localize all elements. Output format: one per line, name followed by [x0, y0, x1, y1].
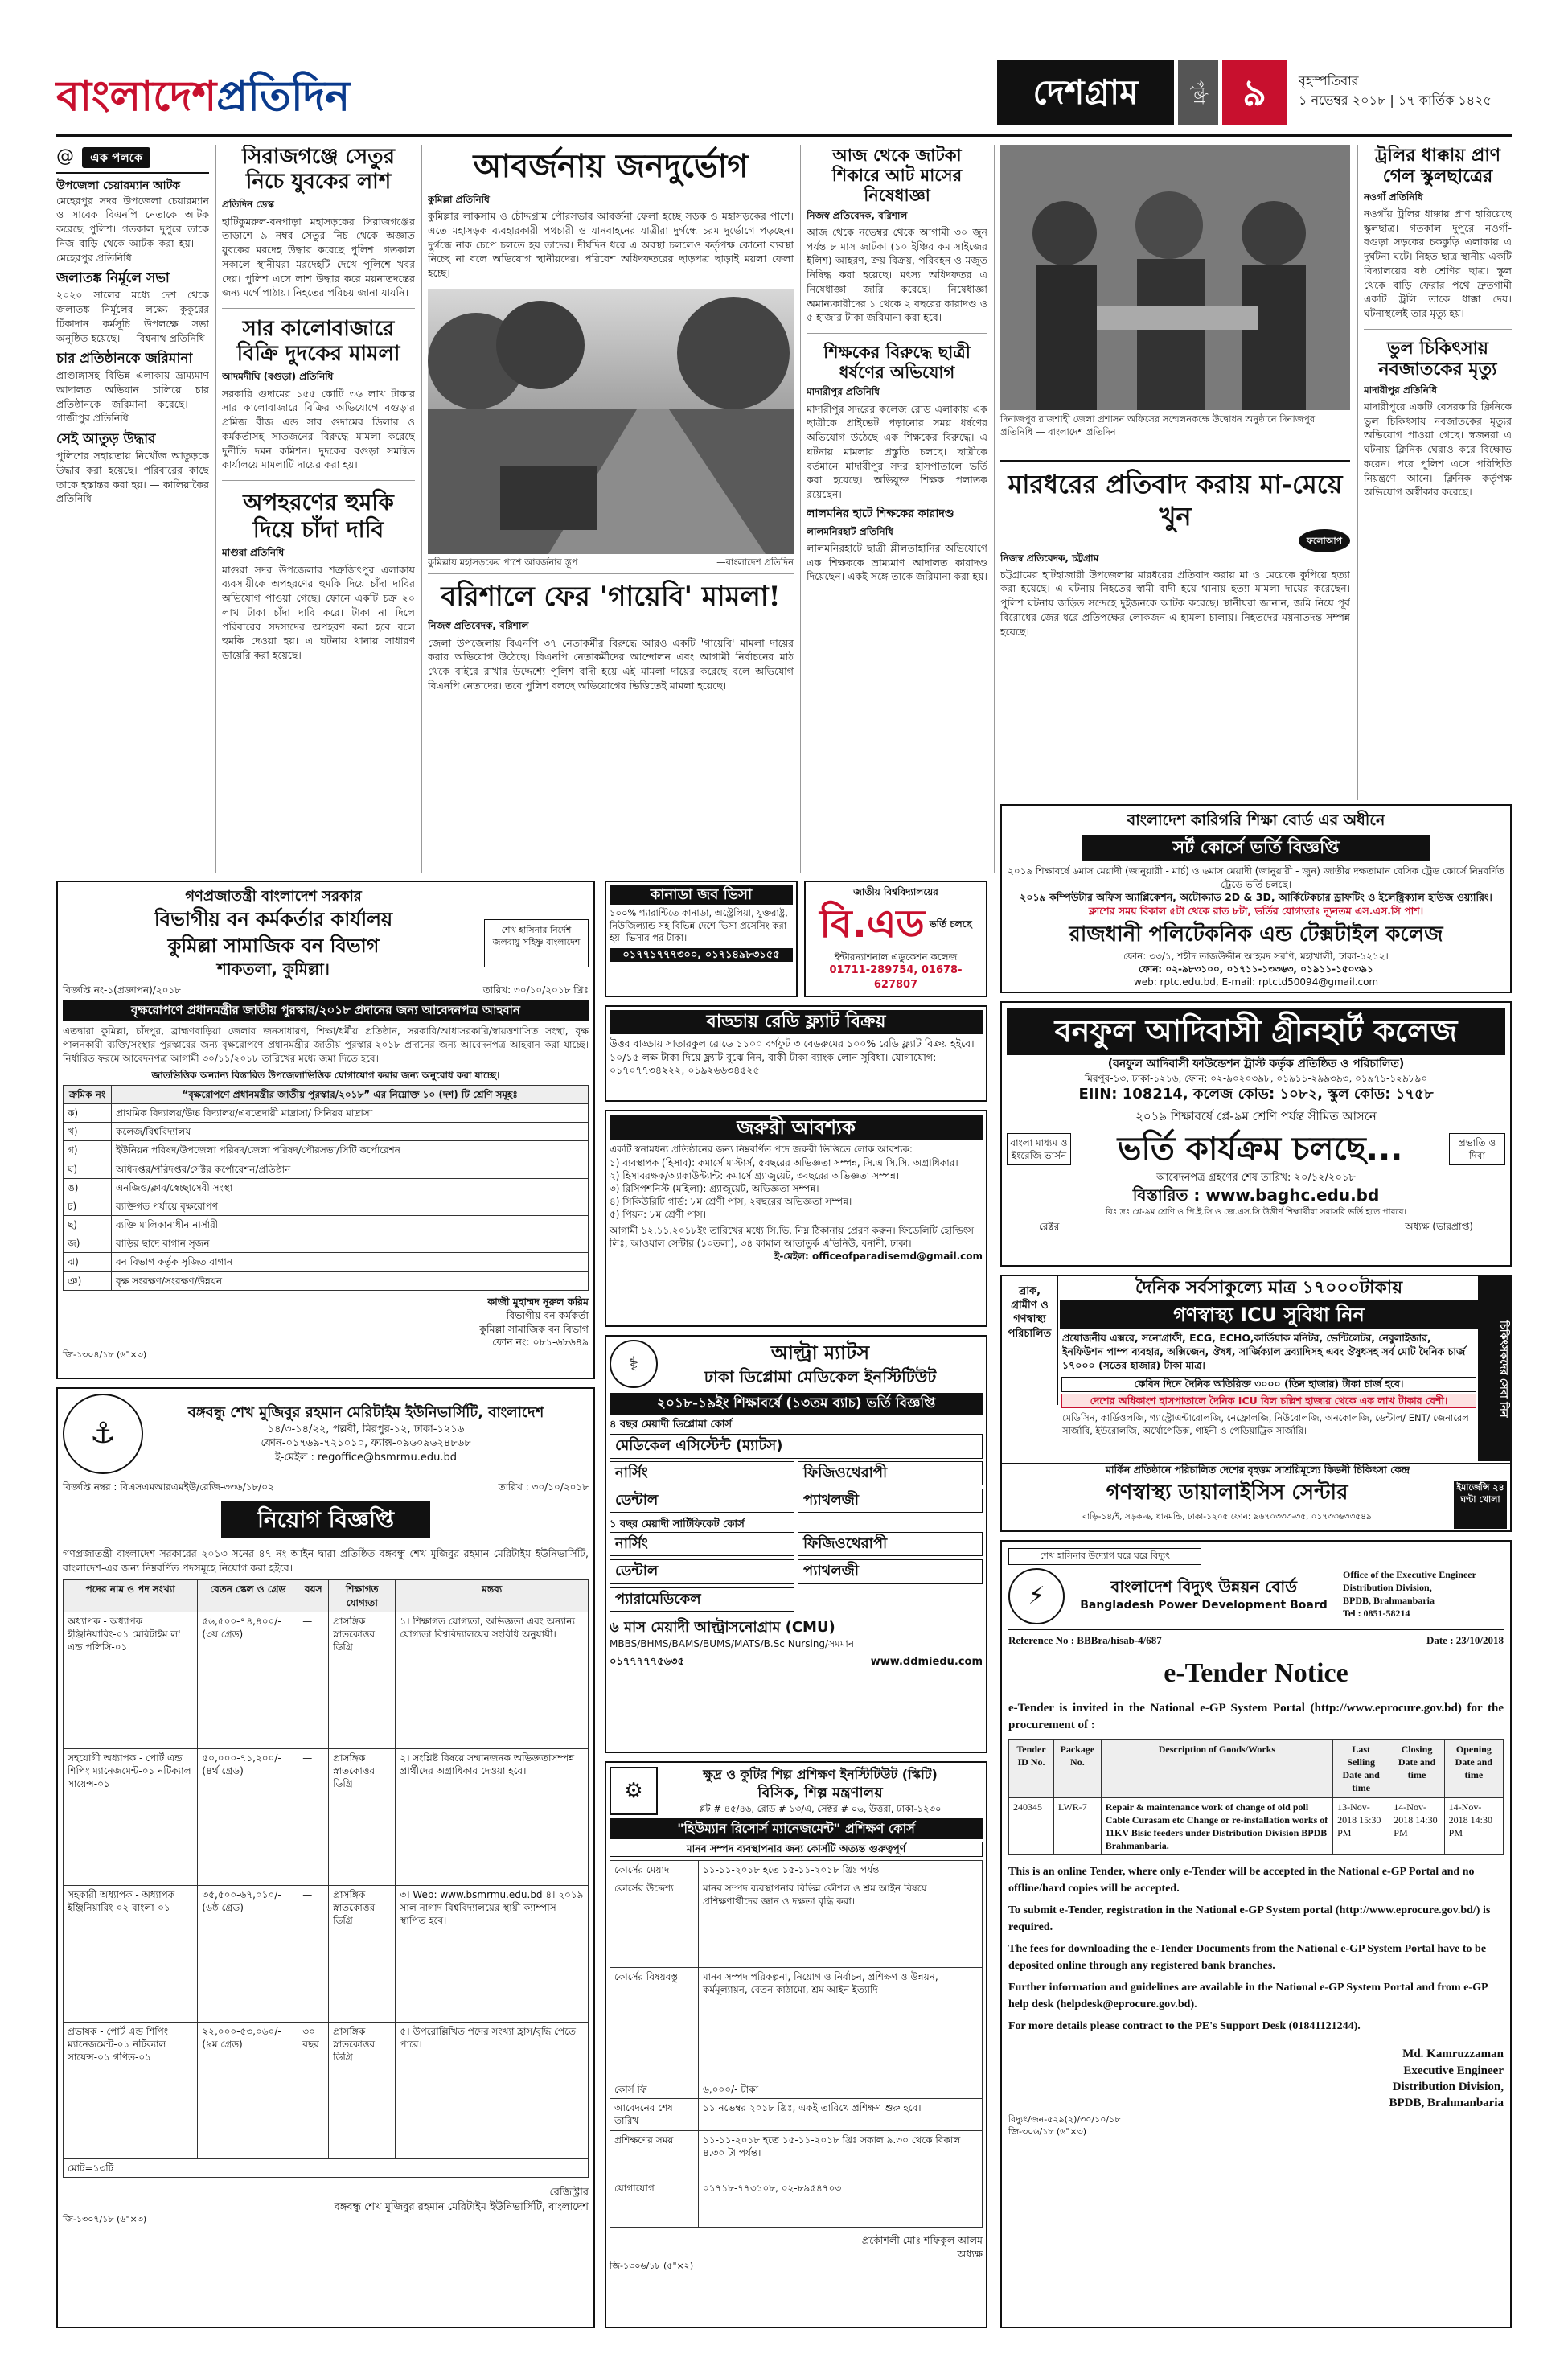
brief-title: সেই আতুড় উদ্ধার [56, 431, 156, 448]
cmu-course: ৬ মাস মেয়াদী আল্ট্রাসনোগ্রাম (CMU) [610, 1618, 835, 1636]
dialysis-note: মার্কিন প্রতিষ্ঠানে পরিচালিত দেশের বৃহত্তম সাশ্রয়িমূল্যে কিডনী চিকিৎসা কেন্দ্র [1002, 1463, 1512, 1477]
dateline [1299, 72, 1492, 110]
table-row: কোর্সের উদ্দেশ্য মানব সম্পদ ব্যবস্থাপনার বিভিন্ন কৌশল ও শ্রম আইন বিষয়ে প্রশিক্ষণার্থীদের জ্ঞান ও দক্ষতা বৃদ্ধি করা। [610, 1879, 983, 1968]
story-byline: নওগাঁ প্রতিনিধি [1364, 191, 1423, 203]
table-header: শিক্ষাগত যোগ্যতা [329, 1580, 396, 1612]
brief-item[interactable] [56, 269, 209, 345]
brief-text: ২০২০ সালের মধ্যে দেশ থেকে জলাতঙ্ক নির্মূলের লক্ষ্যে কুকুরের টিকাদান কর্মসূচি উপলক্ষে সভা অনুষ্ঠিত হয়েছে। — বিশ্বনাথ প্রতিনিধি [56, 289, 209, 344]
emergency-badge: ইমার্জেন্সি ২৪ ঘণ্টা খোলা [1454, 1481, 1507, 1529]
followup-badge: ফলোআপ [1299, 529, 1350, 552]
course-item: ফিজিওথেরাপী [798, 1461, 983, 1485]
story-body: জেলা উপজেলায় বিএনপি ৩৭ নেতাকর্মীর বিরুদ্ধে আরও একটি 'গায়েবি' মামলা দায়ের করার অভিযোগ উঠেছে। বিএনপি নেতাকর্মীদের আন্দোলন এবং আগামী নির্বাচনের মাঠ থেকে বাইরে রাখার উদ্দেশ্যে পুলিশ বাদী হয়ে এই মামলা দায়ের করেছে বলে অভিযোগ বিএনপি নেতাদের। তবে পুলিশ বলছে অভিযোগের ভিত্তিতেই মামলা হয়েছে। [428, 636, 794, 692]
story-headline: আবর্জনায় জনদুর্ভোগ [473, 147, 749, 185]
reference-number: Reference No : BBBra/hisab-4/687 [1008, 1633, 1162, 1646]
ad-address: মিরপুর-১৩, ঢাকা-১২১৬, ফোন: ০২-৯০২০৩৯৮, ০১৯১১-২৯৯৩৯৩, ০১৯৭১-১২৯৮৯০ [1084, 1073, 1428, 1085]
story-body: আজ থেকে নভেম্বর থেকে আগামী ৩০ জুন পর্যন্ত ৮ মাস জাটকা (১০ ইঞ্চির কম সাইজের ইলিশ) আহরণ, ক্রয়-বিক্রয়, পরিবহন ও মজুত নিষিদ্ধ করা হয়েছে। মৎস্য অধিদফতর এ নিষেধাজ্ঞা জারি করেছে। নিষেধাজ্ঞা অমান্যকারীদের ১ থেকে ২ বছরের কারাদণ্ড ও ৫ হাজার টাকা জরিমানা করা হবে। [807, 225, 987, 324]
ad-side: ভর্তি চলছে [929, 918, 972, 930]
story-body: কুমিল্লার লাকসাম ও চৌদ্দগ্রাম পৌরসভার আবর্জনা ফেলা হচ্ছে সড়ক ও মহাসড়কের পাশে। এতে মহাসড়ক ব্যবহারকারী পথচারী ও যানবাহনের যাত্রীরা দুর্গন্ধে চরম দুর্ভোগে পড়ছেন। দুর্গন্ধে নাক চেপে চলতে হয় তাদের। দীর্ঘদিন ধরে এ অবস্থা চললেও কর্তৃপক্ষ কোনো ব্যবস্থা নিচ্ছে না বলে অভিযোগ স্থানীয়দের। পরিবেশ অধিদফতরের ছাড়পত্র ছাড়াই ময়লা ফেলা হচ্ছে। [428, 210, 794, 280]
story-byline: নিজস্ব প্রতিবেদক, বরিশাল [807, 209, 908, 221]
course-info-table [610, 1860, 983, 2228]
ad-subband: মানব সম্পদ ব্যবস্থাপনার জন্য কোর্সটি অত্যন্ত গুরুত্বপূর্ণ [610, 1842, 983, 1857]
location-title: শাকতলা, কুমিল্লা। [217, 959, 330, 980]
memo-number: বিজ্ঞপ্তি নম্বর : বিএসএমআরএমইউ/রেজি-৩৩৬/১৮/০২ [63, 1481, 274, 1493]
table-header: বেতন স্কেল ও গ্রেড [198, 1580, 298, 1612]
table-header: Package No. [1054, 1739, 1102, 1797]
ad-karigori[interactable] [1000, 804, 1512, 993]
dialysis-title: গণস্বাস্থ্য ডায়ালাইসিস সেন্টার [1106, 1481, 1348, 1505]
course-item: প্যাথলজী [798, 1559, 983, 1583]
dialysis-address: বাড়ি-১৪/ই, সড়ক-৬, ধানমন্ডি, ঢাকা-১২০৫ ফোন: ৯৬৭০৩৩৩-৩৫, ০১৭৩৩৬৩৩৫৪৯ [1082, 1512, 1372, 1522]
office-line: BPDB, Brahmanbaria [1343, 1595, 1435, 1607]
photo-caption: দিনাজপুর রাজশাহী জেলা প্রশাসন অফিসের সম্মেলনকক্ষে উদ্বোধন অনুষ্ঠানে দিনাজপুর প্রতিনিধি [1000, 413, 1316, 437]
photo-credit: —বাংলাদেশ প্রতিদিন [716, 556, 794, 568]
ad-band: "হিউম্যান রিসোর্স ম্যানেজমেন্ট" প্রশিক্ষণ কোর্স [610, 1818, 983, 1839]
story-body: মাগুরা সদর উপজেলার শত্রুজিৎপুর এলাকায় ব্যবসায়ীকে অপহরণের হুমকি দিয়ে চাঁদা দাবির অভিযোগ পাওয়া গেছে। ফোনে একটি চক্র ২০ লাখ টাকা চাঁদা দাবি করে। টাকা না দিলে পরিবারের সদস্যদের অপহরণ করা হবে বলে হুমকি দেওয়া হয়। এ ঘটনায় থানায় সাধারণ ডায়েরি করা হয়েছে। [222, 563, 415, 661]
slogan: শেখ হাসিনার উদ্যোগ ঘরে ঘরে বিদ্যুৎ [1008, 1548, 1201, 1565]
tender-para: This is an online Tender, where only e-Tender will be accepted in the National e-GP Portal and no offline/hard copies will be accepted. [1008, 1866, 1475, 1896]
memo-date: তারিখ: ৩০/১০/২০১৮ খ্রিঃ [482, 984, 589, 996]
table-header: Closing Date and time [1389, 1739, 1444, 1797]
ad-line: ২০১৯ কম্পিউটার অফিস অ্যাপ্লিকেশন, অটোক্যাড 2D & 3D, আর্কিটেকচার ড্রাফটিং ও ইলেক্ট্রিক্যাল হাউজ ওয়্যারিং। [1020, 890, 1492, 903]
table-row: ঙ) এনজিও/ক্লাব/স্বেচ্ছাসেবী সংস্থা [64, 1178, 589, 1197]
story-subbody: লালমনিরহাটে ছাত্রী শ্লীলতাহানির অভিযোগে এক শিক্ষককে ভ্রাম্যমাণ আদালত কারাদণ্ড দিয়েছেন। একই সঙ্গে তাকে জরিমানা করা হয়। [807, 541, 987, 583]
table-row: ক) প্রাথমিক বিদ্যালয়/উচ্চ বিদ্যালয়/এবতেদায়ী মাদ্রাসা/ সিনিয়র মাদ্রাসা [64, 1103, 589, 1122]
course-item: ফিজিওথেরাপী [798, 1532, 983, 1556]
sign-principal: অধ্যক্ষ (ভারপ্রাপ্ত) [1405, 1220, 1473, 1232]
photo-caption: কুমিল্লায় মহাসড়কের পাশে আবর্জনার স্তূপ [428, 556, 578, 568]
date-label: ১ নভেম্বর ২০১৮ | ১৭ কার্তিক ১৪২৫ [1299, 92, 1492, 108]
course-item: প্যারামেডিকেল [610, 1587, 794, 1612]
story-headline: মারধরের প্রতিবাদ করায় মা-মেয়ে খুন [1000, 460, 1350, 532]
brief-item[interactable] [56, 350, 209, 425]
signatory-office: Distribution Division, [1392, 2080, 1504, 2093]
ad-bed[interactable] [804, 881, 987, 997]
bpdb-logo-icon: ⚡ [1008, 1568, 1065, 1624]
ad-notice: ২০১৯ শিক্ষাবর্ষে প্লে-৯ম শ্রেণি পর্যন্ত সীমিত আসনে [1135, 1108, 1377, 1123]
page-label: পৃষ্ঠা [1178, 60, 1218, 125]
signatory-name: প্রকৌশলী মোঃ শফিকুল আলম [861, 2233, 983, 2246]
story-headline: সার কালোবাজারে বিক্রি দুদকের মামলা [236, 317, 400, 367]
ad-visa[interactable] [605, 881, 798, 997]
signatory-office: কুমিল্লা সামাজিক বন বিভাগ [479, 1322, 589, 1335]
story-sar[interactable] [222, 317, 415, 472]
icu-band: গণস্বাস্থ্য ICU সুবিধা নিন [1060, 1300, 1478, 1329]
ek-palak-column [56, 145, 209, 873]
list-item: ২) হিসাবরক্ষক/অ্যাকাউন্ট্যান্ট: কমার্সে গ্র্যাজুয়েট, ৩বছরের অভিজ্ঞতা সম্পন্ন। [610, 1169, 900, 1181]
story-byline: আদমদীঘি (বগুড়া) প্রতিনিধি [222, 371, 334, 383]
roadside-garbage-photo[interactable] [428, 289, 794, 554]
ad-email[interactable]: ই-মেইল: officeofparadisemd@gmail.com [774, 1250, 983, 1262]
table-row: কোর্স ফি ৬,০০০/- টাকা [610, 2080, 983, 2099]
table-header: Tender ID No. [1009, 1739, 1054, 1797]
university-logo-icon: ⚓ [63, 1394, 143, 1474]
table-row: আবেদনের শেষ তারিখ ১১ নভেম্বর ২০১৮ খ্রিঃ, একই তারিখে প্রশিক্ষণ শুরু হবে। [610, 2099, 983, 2130]
ad-title: বাড্ডায় রেডি ফ্ল্যাট বিক্রয় [610, 1010, 983, 1034]
story-subhead: লালমনির হাটে শিক্ষকের কারাদণ্ড [807, 507, 954, 520]
tender-table [1008, 1739, 1504, 1856]
icu-text: প্রয়োজনীয় এক্সরে, সনোগ্রাফী, ECG, ECHO,কার্ডিয়াক মনিটর, ভেন্টিলেটর, নেবুলাইজার, ইনফিউশন পাম্প ব্যবহার, অক্সিজেন, ঔষধ, সার্জিক্যাল দ্রব্যাদিসহ এবং ঔষুধসহ সর্ব মোট দৈনিক চার্জ ১৭০০০ (সতের হাজার) টাকা মাত্র। [1062, 1332, 1466, 1371]
story-byline: মাদারীপুর প্রতিনিধি [1364, 384, 1438, 396]
office-line: Tel : 0851-58214 [1343, 1608, 1410, 1620]
course-group-title: ১ বছর মেয়াদী সার্টিফিকেট কোর্স [610, 1518, 745, 1531]
story-body: মাদারীপুরে একটি বেসরকারি ক্লিনিকে ভুল চিকিৎসায় নবজাতকের মৃত্যুর অভিযোগ পাওয়া গেছে। স্বজনরা এ ঘটনায় ক্লিনিক ঘেরাও করে বিক্ষোভ করেন। পরে পুলিশ এসে পরিস্থিতি নিয়ন্ত্রণে আনে। ক্লিনিক কর্তৃপক্ষ অভিযোগ অস্বীকার করেছে। [1364, 400, 1512, 499]
office-title: বিভাগীয় বন কর্মকর্তার কার্যালয় [154, 908, 393, 931]
org-name-bn: বাংলাদেশ বিদ্যুৎ উন্নয়ন বোর্ড [1110, 1576, 1297, 1596]
table-header: Description of Goods/Works [1101, 1739, 1332, 1797]
photo-illustration [1000, 145, 1350, 410]
ad-note: জাতভিত্তিক অন্যান্য বিস্তারিত উপজেলাভিত্তিক যোগাযোগ করার জন্য অনুরোধ করা যাচ্ছে। [151, 1069, 500, 1081]
ad-body: ইন্টারন্যাশনাল এডুকেশন কলেজ [834, 951, 958, 963]
ad-phone: 01711-289754, 01678-627807 [829, 964, 963, 991]
ad-eiin: EIIN: 108214, কলেজ কোড: ১০৮২, স্কুল কোড: ১৭৫৮ [1078, 1086, 1434, 1103]
ad-note: বিঃ দ্রঃ প্লে-৯ম শ্রেণি ও পি.ই.সি ও জে.এস.সি উত্তীর্ণ শিক্ষার্থীরা সরাসরি ভর্তি হতে পারবে। [1105, 1207, 1407, 1218]
tender-intro: e-Tender is invited in the National e-GP System Portal (http://www.eprocure.gov.bd) for the procurement of : [1008, 1702, 1504, 1731]
table-row: চ) ব্যক্তিগত পর্যায়ে বৃক্ষরোপণ [64, 1197, 589, 1215]
photo-illustration [428, 289, 794, 554]
gd-number: বিদ্যুৎ/জন-৫২৯(২)/৩০/১০/১৮ [1008, 2114, 1121, 2126]
ad-matts[interactable] [605, 1335, 987, 1753]
brief-title: উপজেলা চেয়ারম্যান আটক [56, 179, 181, 192]
university-address: ১৪/৩-১৪/২২, পল্লবী, মিরপুর-১২, ঢাকা-১২১৬ [267, 1423, 465, 1435]
event-photo[interactable] [1000, 145, 1350, 410]
table-row: ঘ) অধিদপ্তর/পরিদপ্তর/সেক্টর কর্পোরেশন/প্রতিষ্ঠান [64, 1160, 589, 1178]
ad-flat[interactable] [605, 1005, 987, 1102]
list-item: ৪) সিকিউরিটি গার্ড: ৮ম শ্রেণী পাস, ২বছরের অভিজ্ঞতা সম্পন্ন। [610, 1196, 852, 1208]
story-byline: নিজস্ব প্রতিবেদক, বরিশাল [428, 620, 529, 632]
table-header: “বৃক্ষরোপণে প্রধানমন্ত্রীর জাতীয় পুরস্কার/২০১৮” এর নিম্নোক্ত ১০ (দশ) টি শ্রেণি সমূহঃ [112, 1085, 589, 1103]
admission-ongoing: ভর্তি কার্যক্রম চলছে... [1117, 1130, 1403, 1168]
ad-bsmrmu[interactable] [56, 1387, 595, 2328]
ad-web[interactable]: বিস্তারিত : www.baghc.edu.bd [1132, 1185, 1380, 1205]
sign-rector: রেক্টর [1039, 1220, 1060, 1232]
ad-footer: আগামী ১২.১১.২০১৮ইং তারিখের মধ্যে সি.ভি. নিম্ন ঠিকানায় প্রেরণ করুন। ফিডেলিটি হোল্ডিংস লিঃ, আওয়াল সেন্টার (১০তলা), ৩৪ কামাল আতাতুর্ক এভিনিউ, বনানী, ঢাকা। [610, 1224, 974, 1249]
story-headline: সিরাজগঞ্জে সেতুর নিচে যুবকের লাশ [241, 145, 395, 195]
table-row: ঞ) বৃক্ষ সংরক্ষণ/সংরক্ষণ/উন্নয়ন [64, 1271, 589, 1290]
story-headline: আজ থেকে জাটকা শিকারে আট মাসের নিষেধাজ্ঞা [831, 145, 963, 206]
table-row: ছ) ব্যক্তি মালিকানাধীন নার্সারী [64, 1216, 589, 1234]
icu-top: দৈনিক সর্বসাকুল্যে মাত্র ১৭০০০টাকায় [1135, 1278, 1403, 1298]
table-row: মোট=১৩টি [64, 2158, 589, 2177]
table-row: প্রশিক্ষণের সময় ১১-১১-২০১৮ হতে ১৫-১১-২০১৮ খ্রিঃ সকাল ৯.৩০ থেকে বিকাল ৪.৩০ টা পর্যন্ত। [610, 2130, 983, 2179]
college-name: রাজধানী পলিটেকনিক এন্ড টেক্সটাইল কলেজ [1069, 922, 1443, 947]
brief-title: জলাতঙ্ক নির্মূলে সভা [56, 270, 170, 287]
column-3 [428, 145, 794, 873]
icu-compare: দেশের অধিকাংশ হাসপাতালে দৈনিক ICU বিল চল্লিশ হাজার থেকে এক লাখ টাকার বেশী। [1061, 1394, 1476, 1409]
course-item: প্যাথলজী [798, 1489, 983, 1513]
list-item: ১) ব্যবস্থাপক (হিসাব): কমার্সে মাস্টার্স, ৫বছরের অভিজ্ঞতা সম্পন্ন, সি.এ সি.সি. অগ্রাধিকার। [610, 1156, 958, 1169]
ad-title: ক্ষুদ্র ও কুটির শিল্প প্রশিক্ষণ ইনস্টিটিউট (স্কিটি) [703, 1767, 938, 1782]
logo-part-b: প্রতিদিন [216, 72, 351, 121]
table-row: জ) বাড়ির ছাদে বাগান সৃজন [64, 1234, 589, 1253]
memo-number: বিজ্ঞপ্তি নং-১(প্রজ্ঞাপন)/২০১৮ [63, 984, 181, 996]
ad-band: বৃক্ষরোপণে প্রধানমন্ত্রীর জাতীয় পুরস্কার/২০১৮ প্রদানের জন্য আবেদনপত্র আহবান [63, 1000, 589, 1021]
ad-band: নিয়োগ বিজ্ঞপ্তি [221, 1501, 430, 1538]
story-body: মাদারীপুর সদরের কলেজ রোড এলাকায় এক ছাত্রীকে প্রাইভেট পড়ানোর সময় ধর্ষণের অভিযোগ উঠেছে এক শিক্ষকের বিরুদ্ধে। এ ঘটনায় মামলার প্রস্তুতি চলছে। ছাত্রীকে বর্তমানে মাদারীপুর সদর হাসপাতালে ভর্তি করা হয়েছে। অভিযুক্ত শিক্ষক পলাতক রয়েছেন। [807, 402, 987, 501]
day-label: বৃহস্পতিবার [1299, 73, 1359, 88]
brief-text: প্রাণ্ডাঙ্গাসহ বিভিন্ন এলাকায় ভ্রাম্যমাণ আদালত অভিযান চালিয়ে চার প্রতিষ্ঠানকে জরিমানা করেছে। — গাজীপুর প্রতিনিধি [56, 369, 209, 425]
icu-side-right: চিকিৎসকদের সেবা নিন [1478, 1276, 1510, 1461]
signatory-title: রেজিস্ট্রার [549, 2187, 589, 2199]
university-name: বঙ্গবন্ধু শেখ মুজিবুর রহমান মেরিটাইম ইউনিভার্সিটি, বাংলাদেশ [187, 1403, 544, 1421]
story-marodhor[interactable] [1000, 460, 1350, 798]
ad-body: ১০০% গ্যারান্টিতে কানাডা, অস্ট্রেলিয়া, যুক্তরাষ্ট্র, নিউজিল্যান্ড সহ বিভিন্ন দেশে ভিসা প্রসেসিং করা হয়। ভিসার পর টাকা। [610, 907, 788, 944]
ad-body: একটি স্বনামধন্য প্রতিষ্ঠানের জন্য নিম্নবর্ণিত পদে জরুরী ভিত্তিতে লোক আবশ্যক: [610, 1144, 913, 1156]
course-item: নার্সিং [610, 1461, 794, 1485]
gd-number: জি-১৩০৬/১৮ (৫"×২) [610, 2261, 694, 2272]
course-group-title: ৪ বছর মেয়াদী ডিপ্লোমা কোর্স [610, 1418, 733, 1431]
memo-date: তারিখ : ৩০/১০/২০১৮ [498, 1481, 589, 1493]
list-item: ৩) রিসিপশনিস্ট (মহিলা): গ্র্যাজুয়েট, অভিজ্ঞতা সম্পন্ন। [610, 1182, 819, 1194]
tender-title: e-Tender Notice [1164, 1658, 1348, 1689]
ad-top: জাতীয় বিশ্ববিদ্যালয়ের [853, 886, 938, 897]
tender-para: To submit e-Tender, registration in the National e-GP System portal (http://www.eprocure.gov.bd/) is required. [1008, 1904, 1491, 1934]
ad-title: আল্ট্রা ম্যাটস [770, 1341, 870, 1365]
signatory-title: অধ্যক্ষ [957, 2247, 983, 2260]
brief-text: মেহেরপুর সদর উপজেলা চেয়ারম্যান ও সাবেক বিএনপি নেতাকে আটক করেছে পুলিশ। গতকাল দুপুরে তাকে নিজ বাড়ি থেকে আটক করা হয়। — মেহেরপুর প্রতিনিধি [56, 194, 209, 264]
ad-title: বাংলাদেশ কারিগরি শিক্ষা বোর্ড এর অধীনে [1127, 811, 1385, 829]
story-headline: শিক্ষকের বিরুদ্ধে ছাত্রী ধর্ষণের অভিযোগ [823, 342, 971, 383]
story-vul[interactable] [1364, 338, 1512, 499]
table-row: 240345 LWR-7 Repair & maintenance work of change of old poll Cable Curasam etc Change or re-installation works of 11KV Bisic feeders under Distribution Division BPDB Brahmanbaria. 13-Nov-2018 15:30 PM 14-Nov-2018 14:30 PM 14-Nov-2018 14:30 PM [1009, 1797, 1504, 1855]
ad-body: এতদ্বারা কুমিল্লা, চাঁদপুর, ব্রাহ্মণবাড়িয়া জেলার জনসাধারণ, শিক্ষা/ধর্মীয় প্রতিষ্ঠান, সরকারি/আধাসরকারি/স্বায়ত্তশাসিত সংস্থা, বৃক্ষ পালনকারী ব্যক্তি/সংস্থার পুরস্কারের জন্য বৃক্ষরোপণে প্রধানমন্ত্রীর জাতীয় পুরস্কার-২০১৮ প্রদানের জন্য আবেদনপত্র আহবান করা যাচ্ছে। নির্ধারিত ফরমে আবেদনপত্র আগামী ৩০/১১/২০১৮ তারিখের মধ্যে জমা দিতে হবে। [63, 1025, 589, 1064]
story-body: হাটিকুমরুল-বনপাড়া মহাসড়কের সিরাজগঞ্জের তাড়াশে ৯ নম্বর সেতুর নিচ থেকে অজ্ঞাত যুবকের মরদেহ উদ্ধার করেছে পুলিশ। গতকাল সকালে স্থানীয়রা মরদেহটি দেখে পুলিশে খবর দেয়। পুলিশ এসে লাশ উদ্ধার করে ময়নাতদন্তের জন্য মর্গে পাঠায়। নিহতের পরিচয় জানা যায়নি। [222, 215, 415, 299]
ad-address: প্লট # ৪৫/৪৬, রোড # ১৩/এ, সেক্টর # ০৬, উত্তরা, ঢাকা-১২৩০ [699, 1802, 942, 1814]
signatory-name: কাজী মুহাম্মদ নূরুল করিম [487, 1295, 589, 1308]
story-trolley[interactable] [1364, 145, 1512, 321]
ad-phone: ০১৭৭১৭৭৭৩০০, ০১৭১৪৯৮৩১৫৫ [610, 948, 793, 963]
spiral-icon: @ [56, 146, 74, 166]
ad-band: ২০১৮-১৯ইং শিক্ষাবর্ষে (১৩তম ব্যাচ) ভর্তি বিজ্ঞপ্তি [610, 1393, 983, 1415]
brief-title: চার প্রতিষ্ঠানকে জরিমানা [56, 351, 193, 368]
story-headline: ভুল চিকিৎসায় নবজাতকের মৃত্যু [1378, 337, 1497, 380]
column-4 [807, 145, 987, 873]
section-title: দেশগ্রাম [997, 60, 1174, 125]
column-last [1364, 145, 1512, 800]
story-byline: কুমিল্লা প্রতিনিধি [428, 194, 490, 205]
table-row: প্রভাষক - পোর্ট এন্ড শিপিং ম্যানেজমেন্ট-০১ নটিক্যাল সায়েন্স-০১ গণিত-০১ ২২,০০০-৫৩,০৬০/- (৯ম গ্রেড) ৩০ বছর প্রাসঙ্গিক স্নাতকোত্তর ডিগ্রি ৫। উপরোল্লিখিত পদের সংখ্যা হ্রাস/বৃদ্ধি পেতে পারে। [64, 2022, 589, 2158]
event-photo-caption [1000, 413, 1350, 438]
table-row: কোর্সের মেয়াদ ১১-১১-২০১৮ হতে ১৫-১১-২০১৮ খ্রিঃ পর্যন্ত [610, 1860, 983, 1879]
reference-date: Date : 23/10/2018 [1426, 1633, 1504, 1646]
org-name-en: Bangladesh Power Development Board [1080, 1598, 1328, 1612]
ad-subtitle: বিসিক, শিল্প মন্ত্রণালয় [757, 1784, 883, 1801]
ad-subtitle: (বনফুল আদিবাসী ফাউন্ডেশন ট্রাস্ট কর্তৃক প্রতিষ্ঠিত ও পরিচালিত) [1107, 1058, 1405, 1071]
tender-para: Further information and guidelines are available in the National e-GP System Portal and from e-GP help desk (helpdesk@eprocure.gov.bd). [1008, 1982, 1488, 2011]
university-email[interactable]: ই-মেইল : regoffice@bsmrmu.edu.bd [275, 1451, 457, 1464]
ad-line: ক্লাশের সময় বিকাল ৫টা থেকে রাত ৮টা, ভর্তির যোগ্যতাঃ ন্যূনতম এস.এস.সি পাশ। [1088, 904, 1424, 917]
story-body: নওগাঁয় ট্রলির ধাক্কায় প্রাণ হারিয়েছে স্কুলছাত্র। গতকাল দুপুরে নওগাঁ-বগুড়া সড়কের চককুড়ি এলাকায় এ দুর্ঘটনা ঘটে। নিহত ছাত্র স্থানীয় একটি বিদ্যালয়ের ষষ্ঠ শ্রেণির ছাত্র। স্কুল থেকে বাড়ি ফেরার পথে দ্রুতগামী একটি ট্রলি তাকে ধাক্কা দেয়। ঘটনাস্থলেই তার মৃত্যু হয়। [1364, 207, 1512, 320]
table-header: ক্রমিক নং [64, 1085, 112, 1103]
table-row: অধ্যাপক - অধ্যাপক ইঞ্জিনিয়ারিং-০১ মেরিটাইম ল' এন্ড পলিসি-০১ ৫৬,৫০০-৭৪,৪০০/- (৩য় গ্রেড) — প্রাসঙ্গিক স্নাতকোত্তর ডিগ্রি ১। শিক্ষাগত যোগ্যতা, অভিজ্ঞতা এবং অন্যান্য যোগ্যতা বিশ্ববিদ্যালয়ের সংবিধি অনুযায়ী। [64, 1612, 589, 1748]
ad-phone: ফোন: ০২-৯৮৩১০০, ০১৭১১-১৩৩৬৩, ০১৯১১-১৫০৩৯১ [1139, 963, 1373, 975]
story-byline: নিজস্ব প্রতিবেদক, চট্টগ্রাম [1000, 552, 1099, 564]
story-headline: অপহরণের হুমকি দিয়ে চাঁদা দাবি [243, 489, 394, 543]
govt-title: গণপ্রজাতন্ত্রী বাংলাদেশ সরকার [185, 888, 362, 905]
brief-item[interactable] [56, 430, 209, 506]
ad-body: গণপ্রজাতন্ত্রী বাংলাদেশ সরকারের ২০১৩ সনের ৪৭ নং আইন দ্বারা প্রতিষ্ঠিত বঙ্গবন্ধু শেখ মুজিবুর রহমান মেরিটাইম ইউনিভার্সিটি, বাংলাদেশ-এর জন্য নিম্নবর্ণিত পদসমূহে নিয়োগ করা হইবে। [63, 1546, 589, 1574]
cmu-eligibility: MBBS/BHMS/BAMS/BUMS/MATS/B.Sc Nursing/সমমান [610, 1638, 854, 1650]
medium-tag: বাংলা মাধ্যম ও ইংরেজি ভার্সন [1007, 1133, 1071, 1165]
ad-icu[interactable] [1000, 1275, 1512, 1532]
signatory-title: Executive Engineer [1403, 2064, 1504, 2077]
ad-subtitle: ঢাকা ডিপ্লোমা মেডিকেল ইনস্টিটিউট [704, 1366, 937, 1386]
ad-band: সর্ট কোর্সে ভর্তি বিজ্ঞপ্তি [1082, 835, 1430, 862]
signatory-title: বিভাগীয় বন কর্মকর্তা [506, 1308, 589, 1321]
brief-text: পুলিশের সহায়তায় নিখোঁজ আতুড়কে উদ্ধার করা হয়েছে। পরিবারের কাছে তাকে হস্তান্তর করা হয়। — কালিয়াকৈর প্রতিনিধি [56, 450, 209, 505]
ad-jorori[interactable] [605, 1110, 987, 1327]
gd-number: জি-১৩০৪/১৮ (৬"×৩) [63, 1349, 147, 1361]
story-headline: বরিশালে ফের 'গায়েবি' মামলা! [441, 581, 781, 614]
table-header: বয়স [298, 1580, 329, 1612]
ad-web[interactable]: www.ddmiedu.com [870, 1656, 983, 1669]
table-row: সহকারী অধ্যাপক - অধ্যাপক ইঞ্জিনিয়ারিং-০২ বাংলা-০১ ৩৫,৫০০-৬৭,০১০/- (৬ষ্ঠ গ্রেড) — প্রাসঙ্গিক স্নাতকোত্তর ডিগ্রি ৩। Web: www.bsmrmu.edu.bd ৪। ২০১৯ সাল নাগাদ বিশ্ববিদ্যালয়ের স্থায়ী ক্যাম্পাস স্থাপিত হবে। [64, 1885, 589, 2022]
story-setu[interactable] [222, 145, 415, 300]
photo-credit: — বাংলাদেশ প্রতিদিন [1036, 425, 1116, 437]
column-2 [222, 145, 415, 873]
ad-bonofool[interactable] [1000, 1001, 1512, 1267]
ad-deadline: আবেদনপত্র গ্রহণের শেষ তারিখ: ২০/১২/২০১৮ [1156, 1171, 1356, 1184]
list-item: ৫) পিয়ন: ৮ম শ্রেণী পাস। [610, 1209, 707, 1221]
table-row: কোর্সের বিষয়বস্তু মানব সম্পদ পরিকল্পনা, নিয়োগ ও নির্বাচন, প্রশিক্ষণ ও উন্নয়ন, কর্মমূল্যায়ন, বেতন কাঠামো, শ্রম আইন ইত্যাদি। [610, 1968, 983, 2080]
ad-web[interactable]: web: rptc.edu.bd, E-mail: rptctd50094@gmail.com [1133, 975, 1379, 988]
table-header: Last Selling Date and time [1333, 1739, 1389, 1797]
division-title: কুমিল্লা সামাজিক বন বিভাগ [167, 934, 380, 957]
gd-number: জি-৩০৬/১৮ (৬"×৩) [1008, 2126, 1087, 2138]
table-row: খ) কলেজ/বিশ্ববিদ্যালয় [64, 1123, 589, 1141]
ad-body: উত্তর বাড্ডায় সাতারকুল রোডে ১১০০ বর্গফুট ৩ বেডরুমের ১০০% রেডি ফ্ল্যাট বিক্রয় হইবে। ১০/১৫ লক্ষ টাকা দিয়ে ফ্ল্যাট বুঝে নিন, বাকী টাকা ব্যাংক লোন সুবিধা। যোগাযোগ: ০১৭০৭৭৩৪২২২, ০১৯২৬৬৩৪৫২৫ [610, 1037, 975, 1077]
table-row: ঝ) বন বিভাগ কর্তৃক সৃজিত বাগান [64, 1253, 589, 1271]
story-body: সরকারি গুদামের ১৫৫ কোটি ৩৬ লাখ টাকার সার কালোবাজারে বিক্রির অভিযোগে বগুড়ার প্রমিজ বীজ এন্ড সার গুদামের ডিলার ও কর্মকর্তাসহ সাতজনের বিরুদ্ধে মামলা করেছে দুর্নীতি দমন কমিশন। দুদকের বগুড়া সমন্বিত কার্যালয়ে মামলাটি দায়ের করা হয়। [222, 387, 415, 471]
table-row: গ) ইউনিয়ন পরিষদ/উপজেলা পরিষদ/জেলা পরিষদ/পৌরসভা/সিটি কর্পোরেশন [64, 1141, 589, 1160]
table-header: মন্তব্য [396, 1580, 589, 1612]
story-byline: মাদারীপুর প্রতিনিধি [807, 386, 880, 398]
story-byline: প্রতিদিন ডেস্ক [222, 199, 274, 211]
institute-logo-icon: ⚕ [610, 1340, 658, 1388]
course-item: নার্সিং [610, 1532, 794, 1556]
masthead [56, 60, 1512, 137]
ad-title: জরুরী আবশ্যক [610, 1115, 983, 1140]
logo-part-a: বাংলাদেশ [56, 72, 217, 121]
story-byline: মাগুরা প্রতিনিধি [222, 547, 285, 559]
ad-big: বি.এড [819, 902, 925, 947]
story-body: চট্টগ্রামের হাটহাজারী উপজেলায় মারধরের প্রতিবাদ করায় মা ও মেয়েকে কুপিয়ে হত্যা করা হয়েছে। এ ঘটনায় নিহতের স্বামী বাদী হয়ে থানায় হত্যা মামলা দায়ের করেছেন। পুলিশ ঘটনায় জড়িত সন্দেহে দুইজনকে আটক করেছে। স্থানীয়রা জানান, জমি নিয়ে পূর্ব বিরোধের জের ধরে প্রতিপক্ষের লোকজন এ হামলা চালায়। নিহতদের ময়নাতদন্ত সম্পন্ন হয়েছে। [1000, 568, 1350, 638]
table-row: সহযোগী অধ্যাপক - পোর্ট এন্ড শিপিং ম্যানেজমেন্ট-০১ নটিক্যাল সায়েন্স-০১ ৫০,০০০-৭১,২০০/- (৪র্থ গ্রেড) — প্রাসঙ্গিক স্নাতকোত্তর ডিগ্রি ২। সংশ্লিষ্ট বিষয়ে সম্মানজনক অভিজ্ঞতাসম্পন্ন প্রার্থীদের অগ্রাধিকার দেওয়া হবে। [64, 1748, 589, 1885]
ad-bpdb[interactable] [1000, 1540, 1512, 2328]
story-subbyline: লালমনিরহাট প্রতিনিধি [807, 525, 893, 537]
ad-line: ২০১৯ শিক্ষাবর্ষে ৬মাস মেয়াদী (জানুয়ারী - মার্চ) ও ৬মাস মেয়াদী (জানুয়ারী - জুন) জাতীয় দক্ষতামান বেসিক ট্রেড কোর্সে নিম্নবর্ণিত ট্রেডে ভর্তি চলছে। [1008, 865, 1504, 890]
ad-phone: ০১৭৭৭৭৭৫৬৩৫ [610, 1656, 684, 1669]
award-categories-table [63, 1085, 589, 1291]
tender-para: The fees for downloading the e-Tender Documents from the National e-GP System Portal have to be deposited online through any registered bank branches. [1008, 1943, 1487, 1973]
signatory-office: বঙ্গবন্ধু শেখ মুজিবুর রহমান মেরিটাইম ইউনিভার্সিটি, বাংলাদেশ [334, 2200, 589, 2213]
office-line: Office of the Executive Engineer [1343, 1568, 1476, 1580]
ad-address: ফোন: ৩৩/১, শহীদ তাজউদ্দীন আহমদ সরণি, মহাখালী, ঢাকা-১২১২। [1123, 950, 1389, 962]
university-phone: ফোন-০১৭৬৯-৭২১০১০, ফ্যাক্স-০৯৬০৯৬২৪৮৬৮ [261, 1437, 471, 1450]
course-item: ডেন্টাল [610, 1489, 794, 1513]
bisic-logo-icon: ⚙ [610, 1767, 658, 1815]
tender-para: For more details please contract to the PE's Support Desk (01841121244). [1008, 2020, 1361, 2033]
ek-palak-label: এক পলকে [82, 147, 150, 168]
story-headline: ট্রলির ধাক্কায় প্রাণ গেল স্কুলছাত্রের [1374, 145, 1501, 187]
story-gayebi[interactable] [428, 579, 794, 692]
signatory-office: BPDB, Brahmanbaria [1389, 2097, 1504, 2110]
shift-tag: প্রভাতি ও দিবা [1449, 1133, 1505, 1165]
ad-bisic[interactable] [605, 1761, 987, 2328]
table-header: Opening Date and time [1444, 1739, 1503, 1797]
story-jatka[interactable] [807, 145, 987, 325]
newspaper-logo[interactable] [56, 68, 350, 125]
signatory-name: Md. Kamruzzaman [1402, 2047, 1504, 2061]
icu-alert: কেবিন দিনে দৈনিক অতিরিক্ত ৩০০০ (তিন হাজার) টাকা চার্জ হবে। [1061, 1377, 1476, 1392]
story-shikkhok[interactable] [807, 342, 987, 584]
ad-bon-bibhag[interactable] [56, 881, 595, 1379]
course-item: মেডিকেল এসিস্টেন্ট (ম্যাটস) [610, 1434, 983, 1458]
table-row: যোগাযোগ ০১৭১৮-৭৭৩১০৮, ০২-৮৯৫৪৭০৩ [610, 2179, 983, 2227]
page-number: ৯ [1222, 60, 1287, 125]
icu-side-label: ব্রাক, গ্রামীণ ও গণস্বাস্থ্য পরিচালিত [1002, 1276, 1058, 1405]
gd-number: জি-১৩০৭/১৮ (৬"×৩) [63, 2214, 147, 2225]
signatory-phone: ফোন নং: ০৮১-৬৮৬৪৯ [492, 1336, 589, 1349]
story-chanda[interactable] [222, 489, 415, 663]
office-line: Distribution Division, [1343, 1582, 1432, 1594]
ad-title: কানাডা জব ভিসা [610, 885, 793, 905]
icu-depts: মেডিসিন, কার্ডিওলজি, গ্যাস্ট্রোএন্টারোলজি, নেফ্রোলজি, নিউরোলজি, অনকোলজি, ডেন্টাল/ ENT/ জেনারেল সার্জারি, ইউরোলজি, অর্থোপেডিক্স, গাইনী ও পেডিয়াট্রিক সার্জারি। [1062, 1412, 1469, 1436]
brief-item[interactable] [56, 179, 209, 265]
story-abarjona[interactable] [428, 145, 794, 281]
recruitment-table [63, 1579, 589, 2178]
climate-badge: শেখ হাসিনার নির্দেশ জলবায়ু সহিষ্ণু বাংলাদেশ [484, 919, 589, 967]
ad-title: বনফুল আদিবাসী গ্রীনহার্ট কলেজ [1007, 1008, 1505, 1055]
table-header: পদের নাম ও পদ সংখ্যা [64, 1580, 198, 1612]
course-item: ডেন্টাল [610, 1559, 794, 1583]
